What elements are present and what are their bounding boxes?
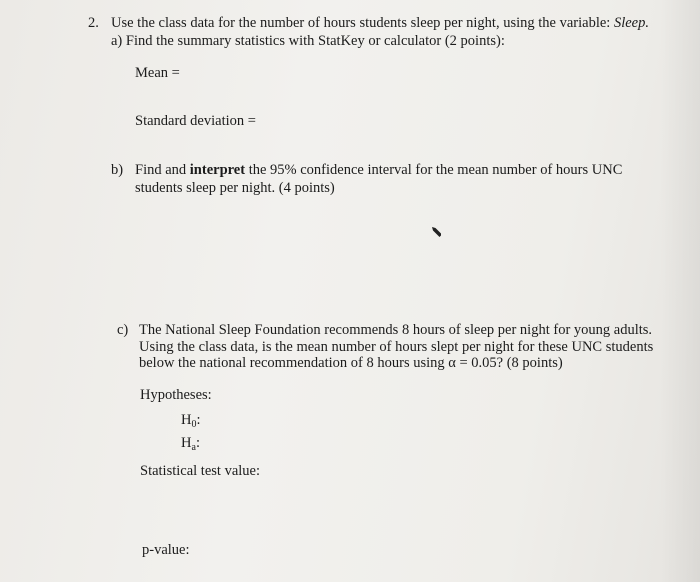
mean-label: Mean = (135, 65, 180, 81)
null-hypothesis-label: $H_0$: (181, 412, 201, 430)
standard-deviation-label: Standard deviation = (135, 113, 256, 129)
variable-name: Sleep. (613, 15, 649, 31)
interpret-emphasis: interpret (189, 162, 246, 178)
question-prompt-line1: Use the class data for the number of hours students sleep per night, using the variable: Sleep. (111, 15, 649, 31)
p-value-label: p-value: (142, 542, 190, 558)
page-shadow (660, 0, 700, 582)
alternative-hypothesis-label: $H_a$: (181, 435, 200, 453)
part-c-prompt-line3: below the national recommendation of 8 hours using α = 0.05? (8 points) (139, 355, 563, 371)
part-c-prompt-line2: Using the class data, is the mean number of hours slept per night for these UNC students (139, 339, 654, 355)
part-c-letter: c) (117, 322, 129, 338)
question-number: 2. (88, 15, 99, 31)
test-statistic-label: Statistical test value: (140, 463, 261, 479)
part-c-prompt-line1: The National Sleep Foundation recommends 8 hours of sleep per night for young adults. (139, 322, 653, 338)
part-a-prompt: a) Find the summary statistics with StatKey or calculator (2 points): (111, 33, 505, 49)
part-b-letter: b) (111, 162, 124, 178)
part-b-prompt-line2: students sleep per night. (4 points) (135, 180, 335, 196)
hypotheses-label: Hypotheses: (140, 387, 212, 403)
part-b-prompt-line1: Find and interpret the 95% confidence interval for the mean number of hours UNC (135, 162, 623, 178)
mouse-cursor-icon (431, 226, 441, 238)
